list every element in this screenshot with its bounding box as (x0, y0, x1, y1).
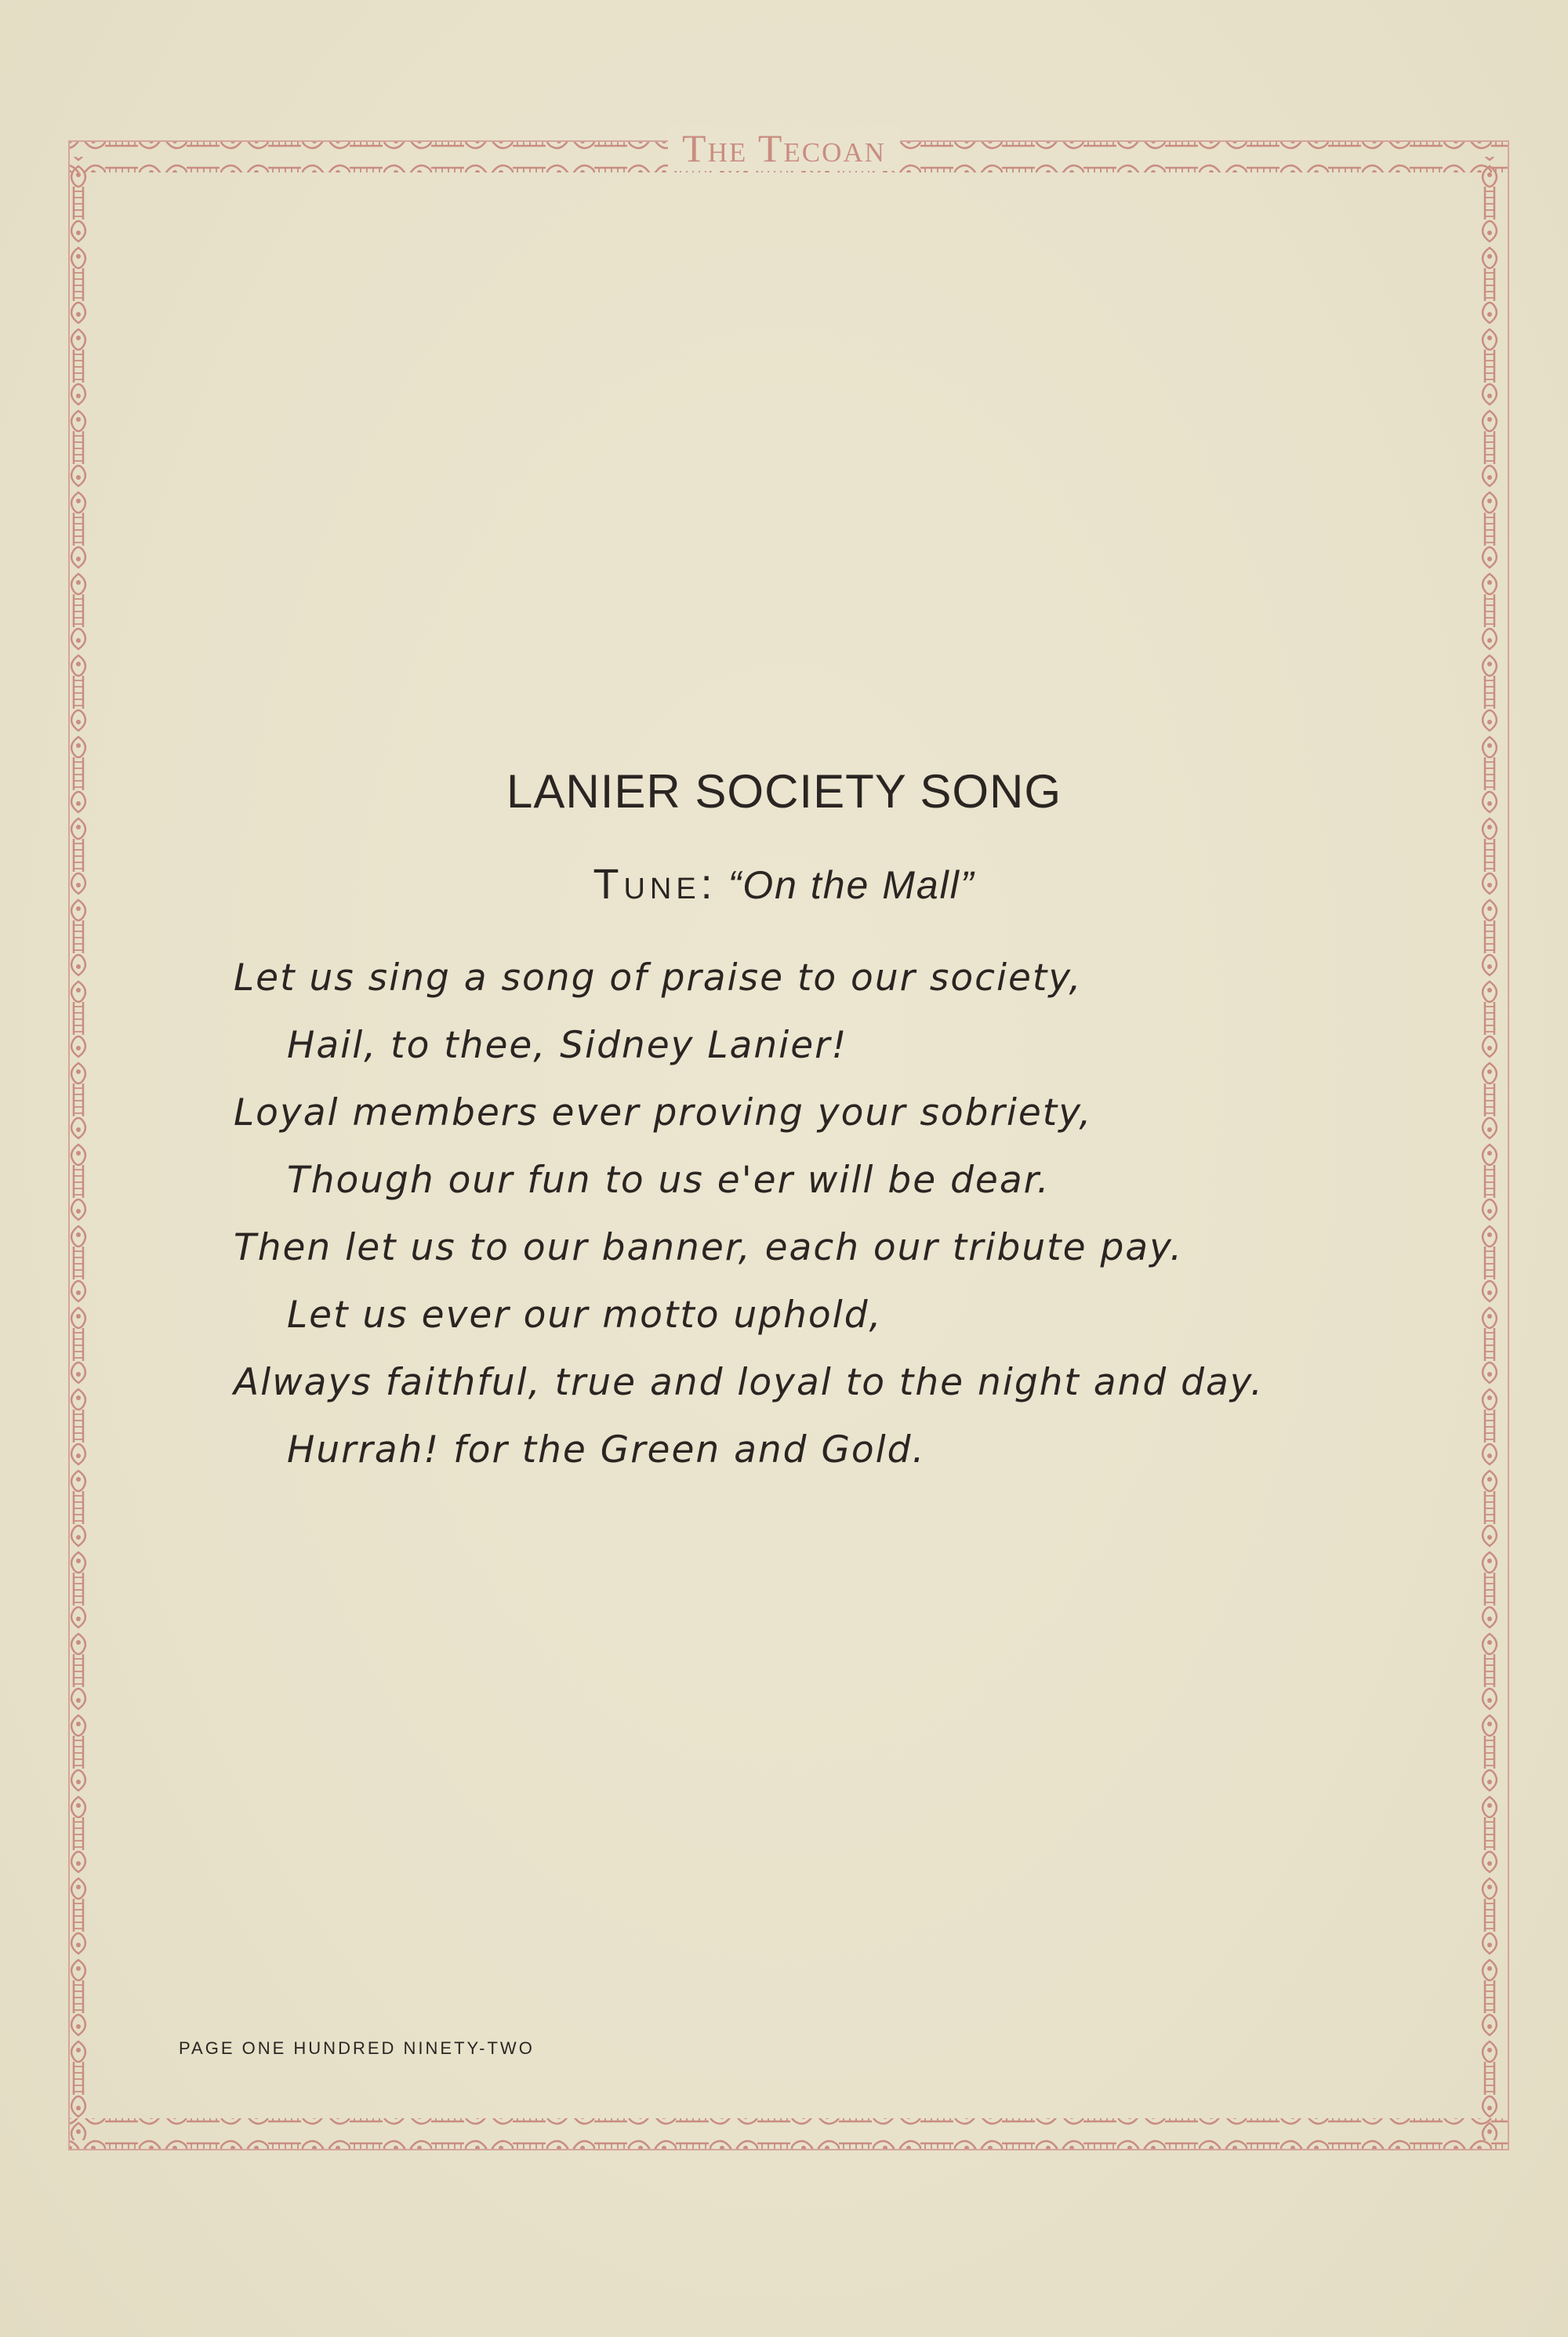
verse-line: Hail, to thee, Sidney Lanier! (287, 1024, 848, 1067)
verse-line: Hurrah! for the Green and Gold. (287, 1428, 926, 1472)
tune-label: Tune: (593, 861, 717, 908)
verse-line: Let us ever our motto uphold, (287, 1294, 883, 1337)
running-head-text: The Tecoan (668, 125, 900, 171)
verse-line: Though our fun to us e'er will be dear. (287, 1159, 1051, 1202)
tune-name: “On the Mall” (728, 863, 975, 907)
verse (234, 945, 1264, 1484)
verse-line: Always faithful, true and loyal to the night and day. (234, 1361, 1264, 1404)
verse-line: Loyal members ever proving your sobriety, (234, 1091, 1093, 1134)
page-number: PAGE ONE HUNDRED NINETY-TWO (179, 2038, 535, 2058)
song-title: LANIER SOCIETY SONG (506, 765, 1062, 818)
verse-line: Then let us to our banner, each our tribute pay. (234, 1226, 1184, 1269)
tune-line (0, 860, 1568, 909)
verse-line: Let us sing a song of praise to our society, (234, 956, 1083, 1000)
